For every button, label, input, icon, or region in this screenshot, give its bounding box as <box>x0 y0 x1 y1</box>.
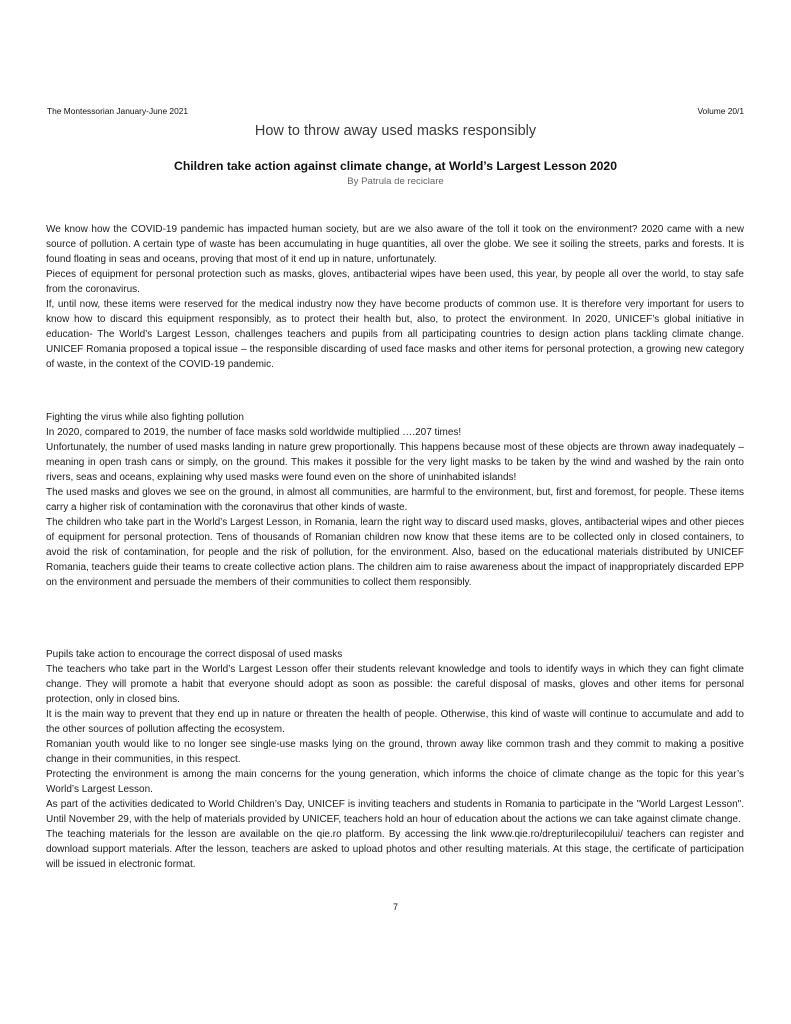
article-subtitle: Children take action against climate change, at World’s Largest Lesson 2020 <box>174 159 617 173</box>
fighting-virus-section <box>46 410 744 590</box>
section-heading: Fighting the virus while also fighting pollution <box>46 412 244 423</box>
publication-name: The Montessorian January-June 2021 <box>47 106 189 116</box>
page-number: 7 <box>392 902 398 912</box>
volume-number: Volume 20/1 <box>697 106 744 116</box>
pupils-action-section <box>46 647 744 872</box>
paragraph: If, until now, these items were reserved for the medical industry now they have become products of common use. It is therefore very important for users to know how to discard this equipment responsibly, as to protect their health but, also, to protect the environment. In 2020, UNICEF’s global initiative in education- The World’s Largest Lesson, challenges teachers and pupils from all participating countries to design action plans tackling climate change. UNICEF Romania proposed a topical issue – the responsible discarding of used face masks and other items for personal protection, a growing new category of waste, in the context of the COVID-19 pandemic. <box>46 299 744 370</box>
intro-section <box>46 222 744 372</box>
paragraph: Romanian youth would like to no longer see single-use masks lying on the ground, thrown away like common trash and they commit to making a positive change in their communities, in this respect. <box>46 739 744 765</box>
article-byline: By Patrula de reciclare <box>347 176 444 187</box>
section-heading: Pupils take action to encourage the correct disposal of used masks <box>46 649 343 660</box>
paragraph: Unfortunately, the number of used masks landing in nature grew proportionally. This happens because most of these objects are thrown away inadequately – meaning in open trash cans or simply, on the ground. This makes it possible for the very light masks to be taken by the wind and washed by the rain onto rivers, seas and oceans, explaining why used masks were found even on the shore of uninhabited islands! <box>46 442 744 483</box>
paragraph: Pieces of equipment for personal protection such as masks, gloves, antibacterial wipes have been used, this year, by people all over the world, to stay safe from the coronavirus. <box>46 269 744 295</box>
paragraph: The teaching materials for the lesson are available on the qie.ro platform. By accessing the link www.qie.ro/drepturilecopilului/ teachers can register and download support materials. After the lesson, teachers are asked to upload photos and other resulting materials. At this stage, the certificate of participation will be issued in electronic format. <box>46 829 744 870</box>
paragraph: We know how the COVID-19 pandemic has impacted human society, but are we also aware of the toll it took on the environment? 2020 came with a new source of pollution. A certain type of waste has been accumulating in huge quantities, all over the globe. We see it soiling the streets, parks and forests. It is found floating in seas and oceans, proving that most of it end up in nature, unfortunately. <box>46 224 744 265</box>
paragraph: The children who take part in the World’s Largest Lesson, in Romania, learn the right way to discard used masks, gloves, antibacterial wipes and other pieces of equipment for personal protection. Tens of thousands of Romanian children now know that these items are to be collected only in closed containers, to avoid the risk of contamination, for people and the risk of pollution, for the environment. Also, based on the educational materials distributed by UNICEF Romania, teachers guide their teams to create collective action plans. The children aim to raise awareness about the impact of inappropriately discarded EPP on the environment and persuade the members of their communities to collect them responsibly. <box>46 517 744 588</box>
article-title: How to throw away used masks responsibly <box>254 123 537 139</box>
paragraph: It is the main way to prevent that they end up in nature or threaten the health of people. Otherwise, this kind of waste will continue to accumulate and add to the other sources of pollution affecting the ecosystem. <box>46 709 744 735</box>
paragraph: The teachers who take part in the World’s Largest Lesson offer their students relevant knowledge and tools to identify ways in which they can fight climate change. They will promote a habit that everyone should adopt as soon as possible: the careful disposal of masks, gloves and other items for personal protection, only in closed bins. <box>46 664 744 705</box>
paragraph: In 2020, compared to 2019, the number of face masks sold worldwide multiplied ….207 times! <box>46 427 462 438</box>
paragraph: As part of the activities dedicated to World Children’s Day, UNICEF is inviting teachers and students in Romania to participate in the "World Largest Lesson". Until November 29, with the help of materials provided by UNICEF, teachers hold an hour of education about the actions we can take against climate change. <box>46 799 744 825</box>
paragraph: Protecting the environment is among the main concerns for the young generation, which informs the choice of climate change as the topic for this year’s World’s Largest Lesson. <box>46 769 744 795</box>
paragraph: The used masks and gloves we see on the ground, in almost all communities, are harmful to the environment, but, first and foremost, for people. These items carry a higher risk of contamination with the coronavirus that other kinds of waste. <box>46 487 744 513</box>
